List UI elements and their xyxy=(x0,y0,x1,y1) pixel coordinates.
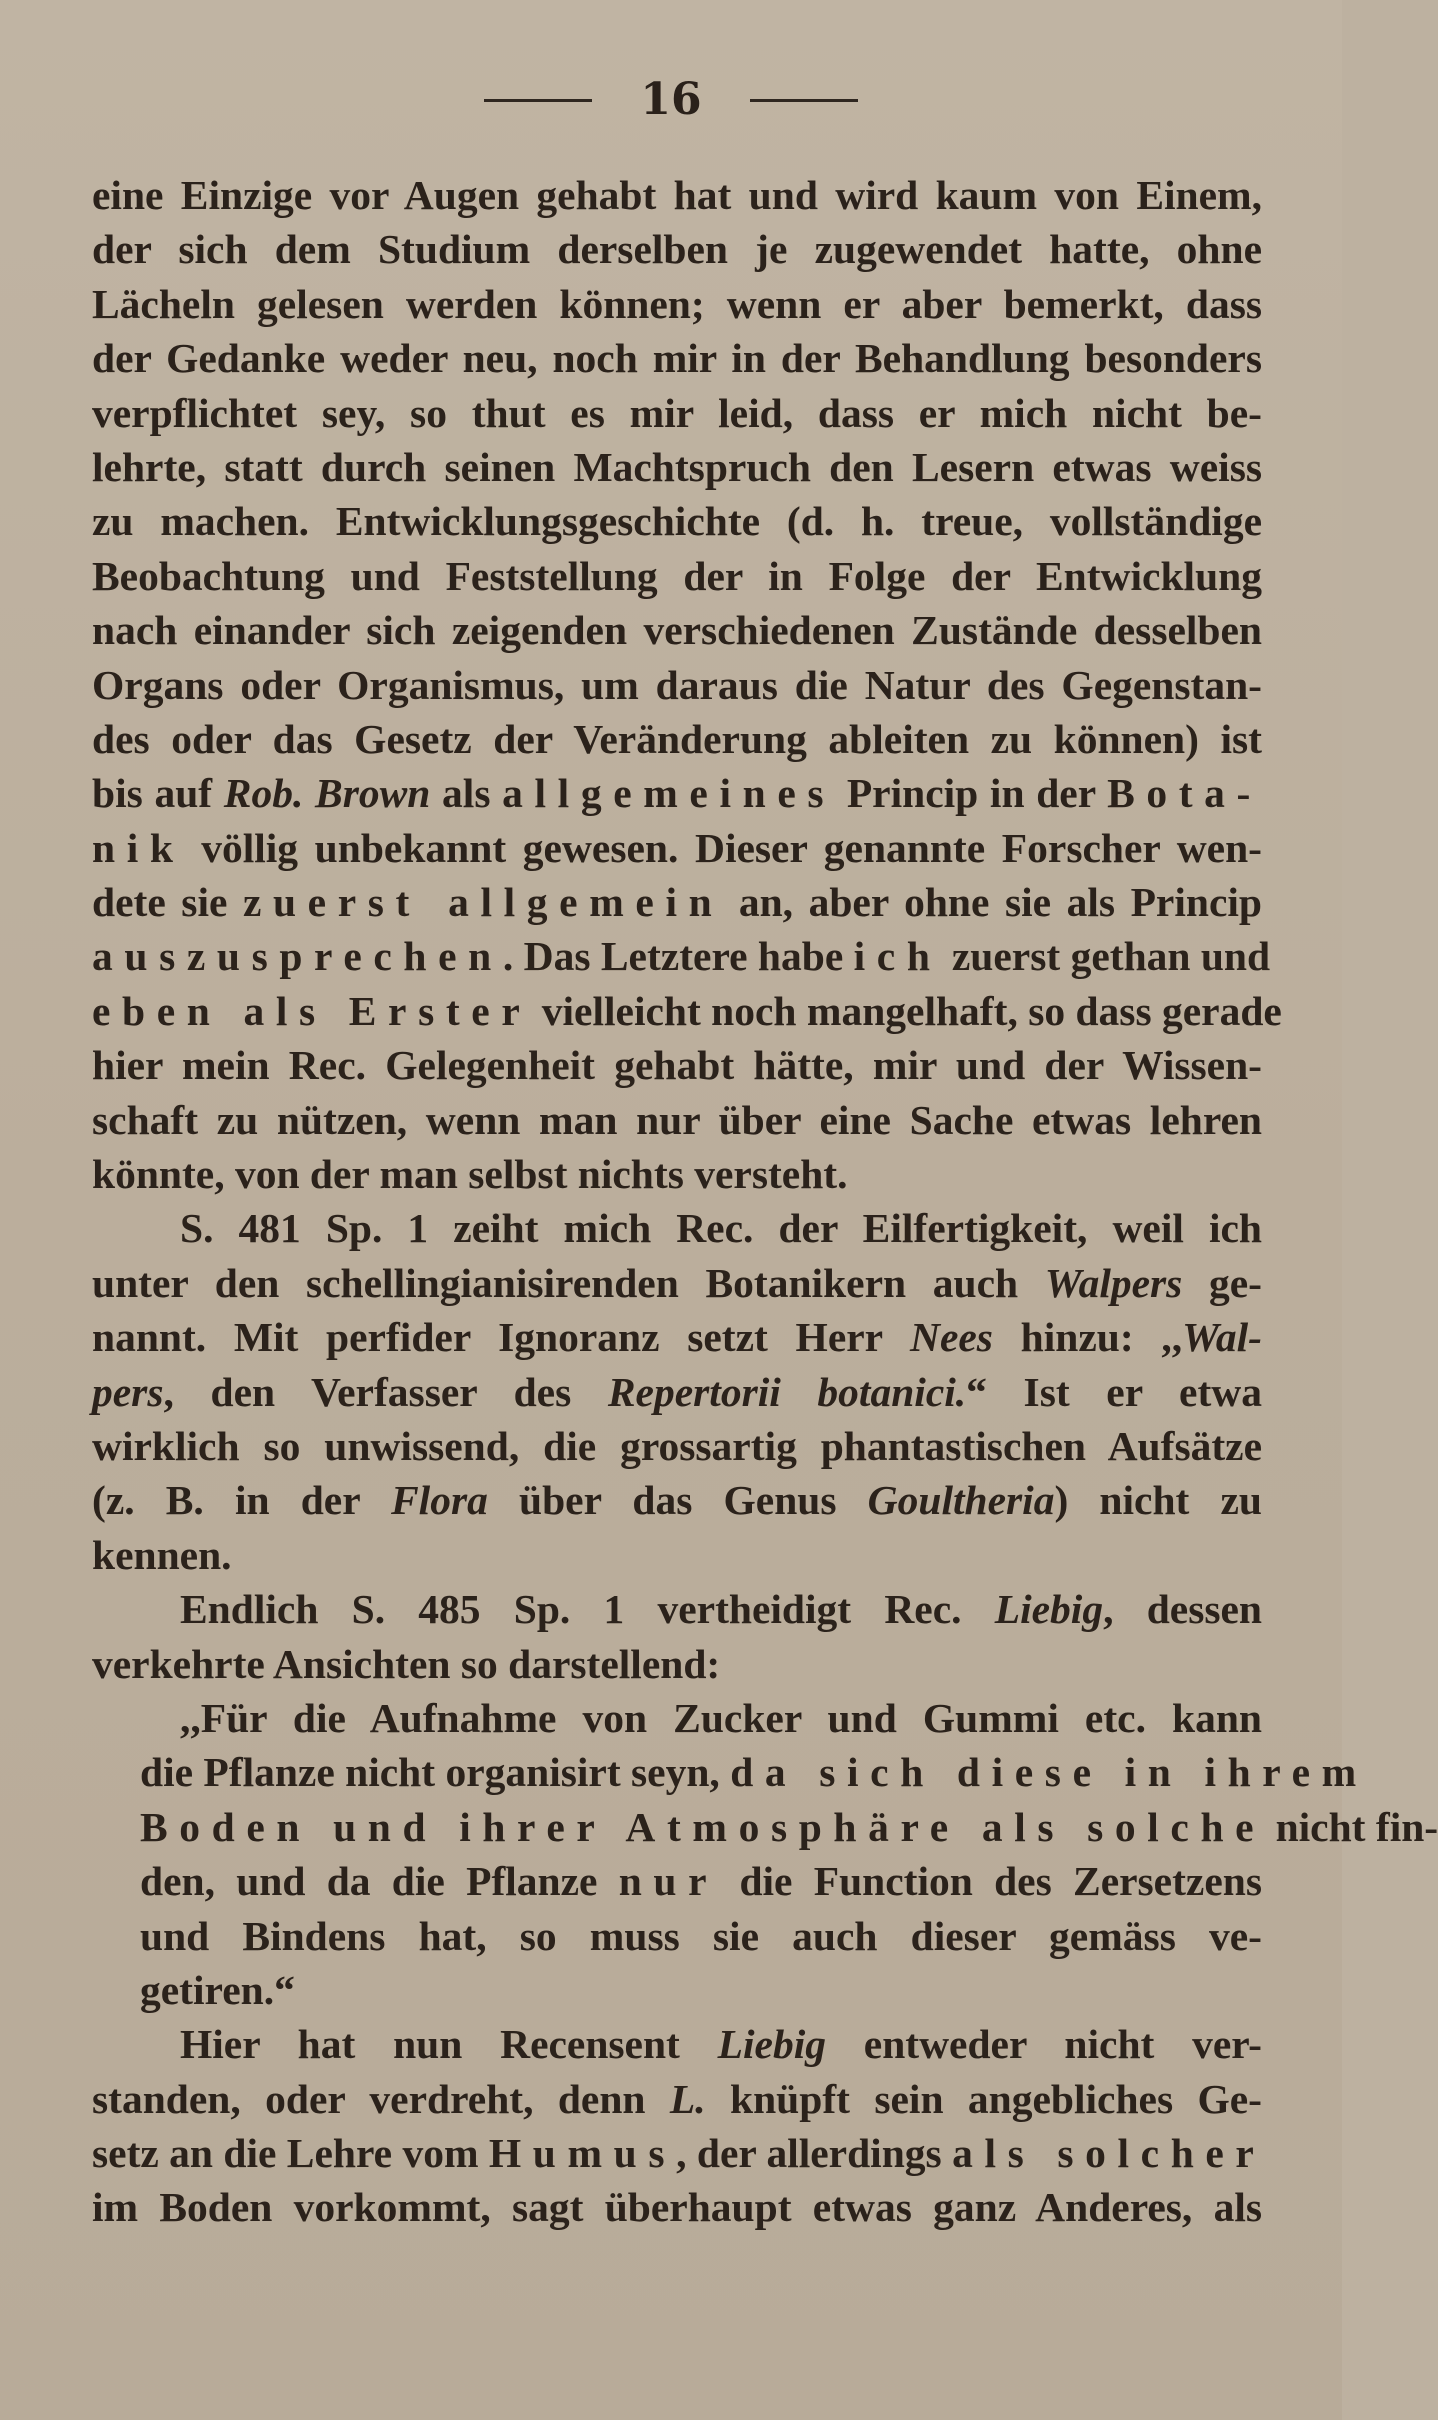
spaced-emphasis: nik xyxy=(92,824,185,871)
text-line: verkehrte Ansichten so darstellend: xyxy=(92,1640,721,1687)
text-line: kennen. xyxy=(92,1531,232,1578)
author-name: Nees xyxy=(910,1314,993,1361)
text-line: dete sie zuerst allgemein an, aber ohne sie als Princip xyxy=(92,879,1262,926)
author-name: Liebig xyxy=(717,2021,826,2068)
spaced-emphasis: Humus xyxy=(488,2130,677,2177)
text-line: Beobachtung und Feststellung der in Folge der Entwicklung xyxy=(92,552,1262,599)
spaced-emphasis: auszusprechen xyxy=(92,933,503,980)
text-line: hier mein Rec. Gelegenheit gehabt hätte, mir und der Wissen- xyxy=(92,1042,1262,1089)
header-rule-left xyxy=(484,99,592,102)
text-line: lehrte, statt durch seinen Machtspruch den Lesern etwas weiss xyxy=(92,443,1262,490)
text-line: pers, den Verfasser des Repertorii botanici.“ Ist er etwa xyxy=(92,1368,1263,1415)
quote-line: Boden und ihrer Atmosphäre als solche nicht fin- xyxy=(140,1803,1438,1850)
text-line: des oder das Gesetz der Veränderung ableiten zu können) ist xyxy=(92,715,1262,762)
text-line: wirklich so unwissend, die grossartig phantastischen Aufsätze xyxy=(92,1422,1262,1469)
text-line: unter den schellingianisirenden Botanikern auch Walpers ge- xyxy=(92,1259,1262,1306)
text-line: eben als Erster vielleicht noch mangelhaft, so dass gerade xyxy=(92,987,1282,1034)
work-title: Repertorii botanici. xyxy=(607,1368,967,1415)
spaced-emphasis: Bota- xyxy=(1107,770,1262,817)
author-name: Walpers xyxy=(1044,1259,1183,1306)
text-line: schaft zu nützen, wenn man nur über eine Sache etwas lehren xyxy=(92,1096,1262,1143)
quote-line: getiren.“ xyxy=(140,1966,295,2013)
text-line: Endlich S. 485 Sp. 1 vertheidigt Rec. Liebig, dessen xyxy=(180,1586,1262,1633)
spaced-emphasis: da sich diese in ihrem xyxy=(730,1749,1368,1796)
text-line: Lächeln gelesen werden können; wenn er aber bemerkt, dass xyxy=(92,280,1262,327)
quote-line: ,,Für die Aufnahme von Zucker und Gummi etc. kann xyxy=(180,1694,1262,1741)
text-line: im Boden vorkommt, sagt überhaupt etwas ganz Anderes, als xyxy=(92,2184,1262,2231)
text-line: könnte, von der man selbst nichts versteht. xyxy=(92,1151,848,1198)
spaced-emphasis: als solcher xyxy=(952,2130,1266,2177)
text-line: (z. B. in der Flora über das Genus Goultheria) nicht zu xyxy=(92,1477,1262,1524)
text-line: auszusprechen. Das Letztere habe ich zuerst gethan und xyxy=(92,933,1271,980)
text-line: nik völlig unbekannt gewesen. Dieser genannte Forscher wen- xyxy=(92,824,1262,871)
work-title: Flora xyxy=(391,1477,488,1524)
body-text xyxy=(92,168,1438,2235)
text-line: setz an die Lehre vom Humus, der allerdings als solcher xyxy=(92,2130,1266,2177)
spaced-emphasis: nur xyxy=(618,1858,719,1905)
spaced-emphasis: ich xyxy=(853,933,942,980)
text-line: standen, oder verdreht, denn L. knüpft sein angebliches Ge- xyxy=(92,2075,1263,2122)
text-line: nannt. Mit perfider Ignoranz setzt Herr Nees hinzu: ,,Wal- xyxy=(92,1314,1262,1361)
page-header xyxy=(0,72,1342,128)
author-name: Rob. Brown xyxy=(223,770,431,817)
author-name: pers xyxy=(92,1368,164,1415)
author-name: L. xyxy=(669,2075,706,2122)
text-line: bis auf Rob. Brown als allgemeines Princip in der Bota- xyxy=(92,770,1262,817)
quote-line: und Bindens hat, so muss sie auch dieser gemäss ve- xyxy=(140,1912,1262,1959)
text-line: der sich dem Studium derselben je zugewendet hatte, ohne xyxy=(92,226,1262,273)
spaced-emphasis: zuerst allgemein xyxy=(242,879,724,926)
page-number: 16 xyxy=(640,74,702,125)
quote-line: die Pflanze nicht organisirt seyn, da sich diese in ihrem xyxy=(140,1749,1368,1796)
spaced-emphasis: Boden und ihrer Atmosphäre als solche xyxy=(140,1803,1266,1850)
text-line: der Gedanke weder neu, noch mir in der Behandlung besonders xyxy=(92,335,1262,382)
genus-name: Goultheria xyxy=(867,1477,1055,1524)
text-line: zu machen. Entwicklungsgeschichte (d. h. treue, vollständige xyxy=(92,498,1262,545)
spaced-emphasis: allgemeines xyxy=(502,770,836,817)
spaced-emphasis: eben als Erster xyxy=(92,987,532,1034)
text-line: verpflichtet sey, so thut es mir leid, dass er mich nicht be- xyxy=(92,389,1262,436)
header-rule-right xyxy=(750,99,858,102)
text-line: nach einander sich zeigenden verschiedenen Zustände desselben xyxy=(92,607,1262,654)
text-line: S. 481 Sp. 1 zeiht mich Rec. der Eilfertigkeit, weil ich xyxy=(180,1205,1262,1252)
quote-line: den, und da die Pflanze nur die Function des Zersetzens xyxy=(140,1858,1262,1905)
author-name: Wal- xyxy=(1182,1314,1262,1361)
author-name: Liebig xyxy=(994,1586,1104,1633)
text-line: Organs oder Organismus, um daraus die Natur des Gegenstan- xyxy=(92,661,1262,708)
text-line: Hier hat nun Recensent Liebig entweder nicht ver- xyxy=(180,2021,1262,2068)
text-line: eine Einzige vor Augen gehabt hat und wird kaum von Einem, xyxy=(92,172,1262,218)
